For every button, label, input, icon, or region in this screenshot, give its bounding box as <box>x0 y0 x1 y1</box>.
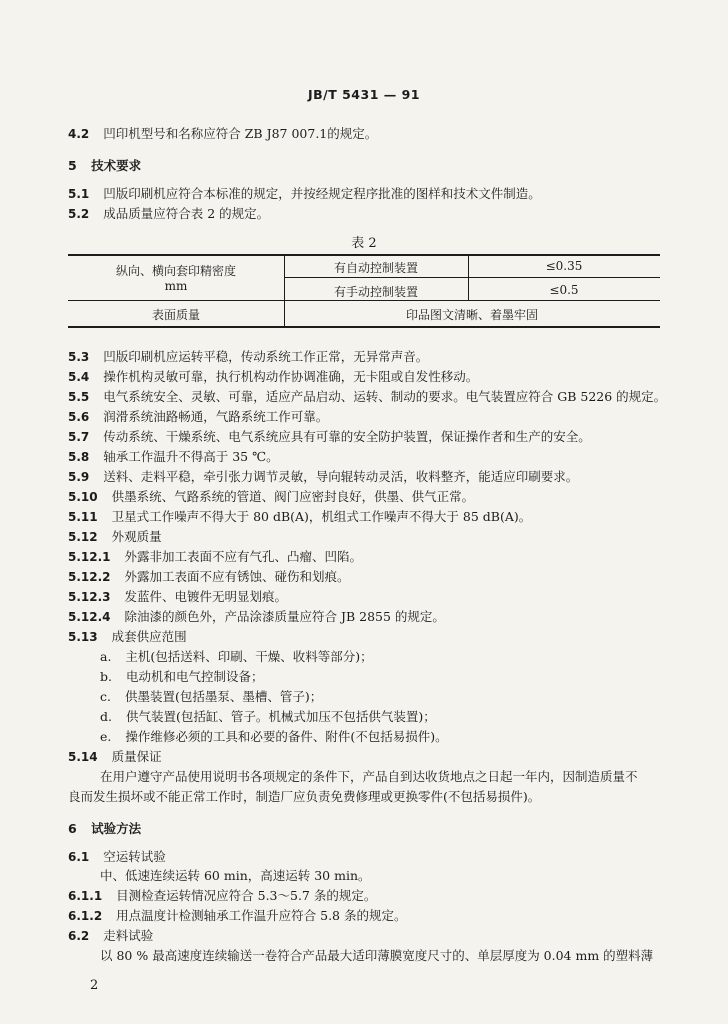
page-number: 2 <box>90 978 99 993</box>
standard-code-header: JB/T 5431 — 91 <box>307 87 420 102</box>
clause-number: 5.2 <box>68 207 90 221</box>
section-number: 6 <box>68 821 77 836</box>
clause-text: 凹版印刷机应符合本标准的规定，并按经规定程序批准的图样和技术文件制造。 <box>103 186 541 201</box>
clause-6-2 <box>68 928 153 944</box>
clause-text: 轴承工作温升不得高于 35 ℃。 <box>103 449 279 464</box>
clause-number: 5.12 <box>68 530 98 544</box>
clause-text: 质量保证 <box>111 749 162 764</box>
clause-5-7 <box>68 429 591 445</box>
feed-test-description: 以 80 % 最高速度连续输送一卷符合产品最大适印薄膜宽度尺寸的、单层厚度为 0.04 mm 的塑料薄 <box>100 948 654 963</box>
table-2-title: 表 2 <box>351 236 377 251</box>
clause-number: 6.1 <box>68 850 90 864</box>
clause-number: 5.14 <box>68 750 98 764</box>
list-marker: a. <box>100 649 112 664</box>
clause-text: 电气系统安全、灵敏、可靠，适应产品启动、运转、制动的要求。电气装置应符合 GB 5226 的规定。 <box>103 389 667 404</box>
clause-text: 外露非加工表面不应有气孔、凸瘤、凹陷。 <box>124 549 363 564</box>
clause-5-8 <box>68 449 279 465</box>
clause-5-13 <box>68 629 187 645</box>
clause-5-9 <box>68 469 578 485</box>
clause-text: 目测检查运转情况应符合 5.3～5.7 条的规定。 <box>116 888 377 903</box>
clause-6-1-2 <box>68 908 406 924</box>
warranty-paragraph-line-1: 在用户遵守产品使用说明书各项规定的条件下，产品自到达收货地点之日起一年内，因制造质量不 <box>100 769 638 784</box>
clause-5-2 <box>68 206 269 222</box>
clause-5-5 <box>68 389 666 405</box>
clause-number: 5.12.4 <box>68 610 111 624</box>
clause-text: 外观质量 <box>111 529 162 544</box>
surface-quality-value: 印品图文清晰、着墨牢固 <box>405 308 538 322</box>
clause-5-12-3 <box>68 589 287 605</box>
clause-number: 5.5 <box>68 390 90 404</box>
clause-5-12-1 <box>68 549 362 565</box>
section-5-heading <box>68 156 141 174</box>
section-title: 试验方法 <box>91 821 142 836</box>
clause-5-10 <box>68 489 474 505</box>
clause-number: 6.2 <box>68 929 90 943</box>
clause-text: 传动系统、干燥系统、电气系统应具有可靠的安全防护装置，保证操作者和生产的安全。 <box>103 429 591 444</box>
list-text: 电动机和电气控制设备； <box>125 669 264 684</box>
section-title: 技术要求 <box>91 158 142 173</box>
table-mid-rule <box>68 300 660 301</box>
clause-number: 5.7 <box>68 430 90 444</box>
warranty-paragraph-line-2: 良而发生损坏或不能正常工作时，制造厂应负责免费修理或更换零件(不包括易损件)。 <box>68 789 541 804</box>
clause-text: 空运转试验 <box>103 849 166 864</box>
idle-run-description: 中、低速连续运转 60 min，高速运转 30 min。 <box>100 868 371 883</box>
clause-text: 送料、走料平稳，牵引张力调节灵敏，导向辊转动灵活，收料整齐，能适应印刷要求。 <box>103 469 579 484</box>
clause-number: 5.8 <box>68 450 90 464</box>
clause-5-12-4 <box>68 609 445 625</box>
clause-text: 供墨系统、气路系统的管道、阀门应密封良好，供墨、供气正常。 <box>111 489 475 504</box>
list-text: 操作维修必须的工具和必要的备件、附件(不包括易损件)。 <box>125 729 448 744</box>
list-item-b <box>100 669 263 685</box>
manual-control-label: 有手动控制装置 <box>333 285 418 299</box>
clause-5-14 <box>68 749 162 765</box>
clause-number: 5.9 <box>68 470 90 484</box>
list-item-d <box>100 709 436 725</box>
clause-6-1-1 <box>68 888 376 904</box>
list-marker: e. <box>100 729 112 744</box>
clause-text: 润滑系统油路畅通，气路系统工作可靠。 <box>103 409 329 424</box>
clause-text: 凹印机型号和名称应符合 ZB J87 007.1的规定。 <box>103 126 378 141</box>
table-bottom-rule <box>68 326 660 328</box>
clause-4-2 <box>68 126 377 142</box>
clause-5-4 <box>68 369 478 385</box>
clause-text: 用点温度计检测轴承工作温升应符合 5.8 条的规定。 <box>116 908 407 923</box>
precision-unit: mm <box>164 279 188 293</box>
list-text: 主机(包括送料、印刷、干燥、收料等部分)； <box>125 649 373 664</box>
clause-5-12 <box>68 529 162 545</box>
clause-5-12-2 <box>68 569 350 585</box>
clause-text: 成套供应范围 <box>111 629 187 644</box>
list-text: 供气装置(包括缸、管子。机械式加压不包括供气装置)； <box>125 709 436 724</box>
clause-number: 5.13 <box>68 630 98 644</box>
clause-text: 走料试验 <box>103 928 154 943</box>
auto-control-value: ≤0.35 <box>545 259 583 273</box>
clause-number: 5.6 <box>68 410 90 424</box>
clause-5-3 <box>68 349 428 365</box>
surface-quality-label: 表面质量 <box>151 308 200 322</box>
manual-control-value: ≤0.5 <box>549 283 579 297</box>
clause-number: 5.12.2 <box>68 570 111 584</box>
clause-5-6 <box>68 409 328 425</box>
precision-label: 纵向、横向套印精密度 <box>115 264 236 278</box>
list-marker: c. <box>100 689 111 704</box>
clause-number: 5.10 <box>68 490 98 504</box>
clause-number: 5.3 <box>68 350 90 364</box>
list-item-e <box>100 729 448 745</box>
clause-number: 5.11 <box>68 510 98 524</box>
section-number: 5 <box>68 158 77 173</box>
clause-number: 5.12.3 <box>68 590 111 604</box>
clause-text: 外露加工表面不应有锈蚀、碰伤和划痕。 <box>124 569 350 584</box>
clause-number: 5.1 <box>68 187 90 201</box>
clause-number: 5.12.1 <box>68 550 111 564</box>
clause-5-11 <box>68 509 531 525</box>
table-inner-rule <box>284 277 660 278</box>
clause-5-1 <box>68 186 541 202</box>
auto-control-label: 有自动控制装置 <box>333 261 418 275</box>
clause-number: 6.1.1 <box>68 889 103 903</box>
clause-text: 凹版印刷机应运转平稳，传动系统工作正常，无异常声音。 <box>103 349 429 364</box>
clause-text: 除油漆的颜色外，产品涂漆质量应符合 JB 2855 的规定。 <box>124 609 445 624</box>
list-item-a <box>100 649 373 665</box>
table-top-rule <box>68 254 660 256</box>
list-text: 供墨装置(包括墨泵、墨槽、管子)； <box>124 689 323 704</box>
list-marker: d. <box>100 709 112 724</box>
section-6-heading <box>68 819 141 837</box>
clause-text: 发蓝件、电镀件无明显划痕。 <box>124 589 288 604</box>
clause-text: 成品质量应符合表 2 的规定。 <box>103 206 270 221</box>
clause-text: 卫星式工作噪声不得大于 80 dB(A)，机组式工作噪声不得大于 85 dB(A)。 <box>111 509 532 524</box>
clause-number: 4.2 <box>68 127 90 141</box>
clause-number: 5.4 <box>68 370 90 384</box>
clause-number: 6.1.2 <box>68 909 103 923</box>
list-item-c <box>100 689 322 705</box>
clause-text: 操作机构灵敏可靠，执行机构动作协调准确，无卡阻或自发性移动。 <box>103 369 479 384</box>
list-marker: b. <box>100 669 112 684</box>
clause-6-1 <box>68 849 166 865</box>
